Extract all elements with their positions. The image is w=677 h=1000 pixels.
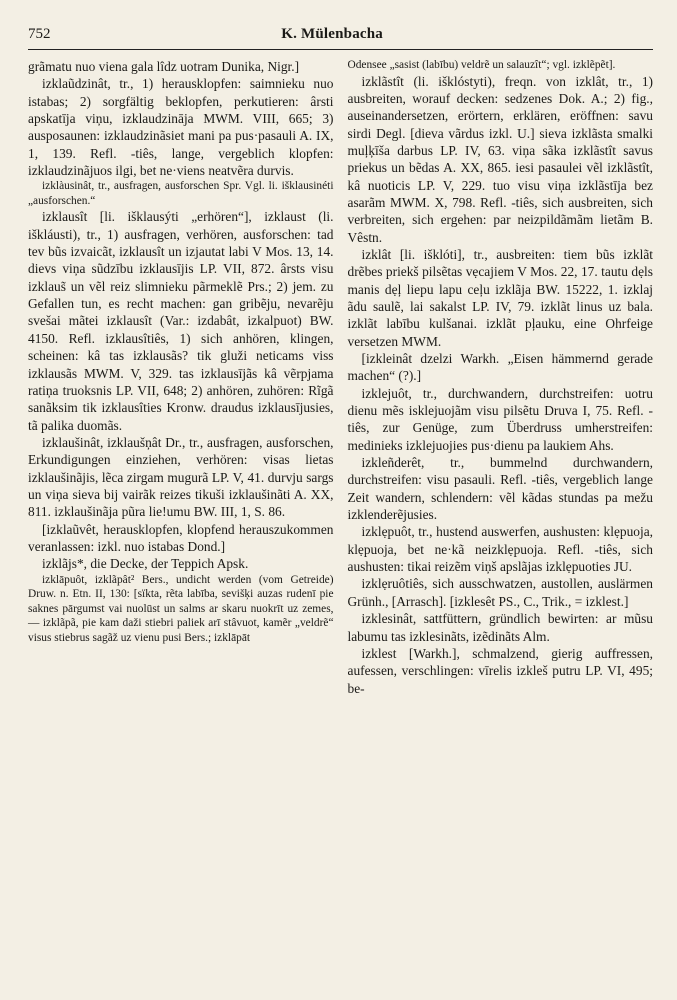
dictionary-entry: izklẹruôtiês, sich ausschwatzen, austollen, auslärmen Grünh., [Arrasch]. [izklesêt PS., C., Trik., = izklest.] bbox=[347, 576, 653, 609]
dictionary-entry: izklãjs*, die Decke, der Teppich Apsk. bbox=[42, 556, 249, 572]
entry-continuation: grãmatu nuo viena gala lîdz uotram Dunika, Nigr.] bbox=[28, 59, 300, 74]
right-column bbox=[348, 58, 654, 697]
dictionary-entry: izklejuôt, tr., durchwandern, durchstreifen: uotru dienu mẽs isklejuojãm visu pilsẽtu Druva I, 75. Refl. -tiês, zur Genüge, zum Überdruss umherstreifen: medinieks izklejuojies pus·dienu pa laukiem Ahs. bbox=[347, 385, 653, 453]
dictionary-entry: izklesinât, sattfüttern, gründlich bewirten: ar mũsu labumu tas izklesinãts, izẽdinãts Alm. bbox=[347, 611, 653, 644]
dictionary-entry: izklausît [li. išklausýti „erhören“], izklaust (li. iškláusti), tr., 1) ausfragen, verhören, ausforschen: tad tev bũs izvaicãt, izklausît un izjautat labi V Mos. 13, 14. dievs viņa sũdzību izklausījis LP. VII, 872. ârsts visu izklaus̃ un vẽl reiz slimnieku pãrmeklẽ Prs.; 2) jem. zu Gefallen tun, es recht machen: gan gribẽju, nevarẽju svešai mãtei izklausît (Var.: izdabât, izkalpuot) BW. 4150. Refl. izklausîtiês, 1) sich anhören, klingen, scheinen: kâ tas izklausãs? tik gluži neticams viss izklausãs MWM. V, 329. tas izklausījãs kâ vẽrpjama ratiņa truoksnis LP. VII, 648; 2) anhören, zuhören: Rĩgã sanãksim tik izklausîties Kronw. draudus izklausījusies, tã palika duomãs. bbox=[28, 209, 334, 433]
two-column-body bbox=[28, 58, 653, 697]
dictionary-entry: izklāpuôt, izklãpât² Bers., undicht werden (vom Getreide) Druw. n. Etn. II, 130: [sïkta, rẽta labība, sevišķi auzas rudenī pie saknes pārgumst vai nuolūst un salms ar skaru nuokrīt uz zemes, — izklãpã, pie kam daži stiebri paliek arī stâvuot, kamẽr „veldrẽ“ visus stiebrus sagãž uz vienu pusi Bers.; izklāpāt bbox=[28, 573, 334, 644]
dictionary-entry: izklàusinât, tr., ausfragen, ausforschen Spr. Vgl. li. išklausinéti „ausforschen.“ bbox=[28, 180, 334, 207]
left-column bbox=[28, 58, 334, 697]
dictionary-entry: izkleñderêt, tr., bummelnd durchwandern, durchstreifen: visu pasauli. Refl. -tiês, vergeblich lange Zeit wandern, schlendern: vẽl kãdas stundas pa mežu izklenderẽjusies. bbox=[347, 455, 653, 523]
dictionary-entry: izklaũdzinât, tr., 1) herausklopfen: saimnieku nuo istabas; 2) sorgfältig beklopfen, perkutieren: ârsti apskatīja viņu, izklaudzināja MWM. VIII, 665; 3) ausposaunen: izklaudzinãsiet mani pa pus·pasauli A. IX, 1, 139. Refl. -tiês, lange, vergeblich klopfen: izklaudzinãjuos ilgi, bet ne·viens neatvẽra durvis. bbox=[28, 76, 334, 179]
dictionary-entry: izklest [Warkh.], schmalzend, gierig auffressen, aufessen, verschlingen: vīrelis izkleš putru LP. VI, 495; be- bbox=[347, 645, 653, 696]
dictionary-entry: [izklaũvêt, herausklopfen, klopfend herauszukommen veranlassen: izkl. nuo istabas Dond.] bbox=[28, 521, 334, 554]
dictionary-entry: izklãstît (li. išklóstyti), freqn. von izklât, tr., 1) ausbreiten, worauf decken: sedzenes Dok. A.; 2) fig., auseinandersetzen, erörtern, erklären, eröffnen: savu sirdi Degl. [dieva vãrdus izkl. U.] sieva izklãsta smalki muļķīša darbus LP. IV, 63. viņa sãka izklãstît savus priekus un bẽdas A. XX, 865. iesi pasaulei vẽl izklãstît, kâ nuoticis LP. V, 229. tuo visu viņa izklãstīja bez asarãm MWM. X, 798. Refl. -tiês, sich ausbreiten, sich verbreiten, sich ergehen: par neizpildãmãm lietãm B. Vêstn. bbox=[347, 73, 653, 245]
header-rule bbox=[28, 49, 653, 50]
page-header bbox=[28, 26, 653, 43]
dictionary-entry: [izkleinât dzelzi Warkh. „Eisen hämmernd gerade machen“ (?).] bbox=[347, 351, 653, 384]
dictionary-entry: izklaušinât, izklaušņât Dr., tr., ausfragen, ausforschen, Erkundigungen einziehen, verhören: visas lietas izklaušinãjis, lẽca zirgam mugurã LP. V, 41. durvju sargs un viņa sieva bij vairãk reizes tikuši izklaušinãti A. XX, 811. izklaušinãja pũra lie!umu BW. III, 1, S. 86. bbox=[28, 434, 334, 520]
dictionary-entry: izklât [li. išklóti], tr., ausbreiten: tiem bũs izklãt drẽbes priekš pilsẽtas vẹcajiem V Mos. 22, 17. tautu dẹls manis dẹļ liepu lapu ceļu izklãja BW. 15222, 1. izklaj ãdu saulẽ, lai sakalst LP. IV, 79. izklãt linus uz bala. izklãt labību kulšanai. izklãt pļauku, eine Ohrfeige versetzen MWM. bbox=[347, 246, 653, 349]
running-head: K. Mülenbacha bbox=[281, 26, 383, 42]
entry-continuation: Odensee „sasist (labību) veldrẽ un salauzît“; vgl. izklẽpẽt]. bbox=[347, 59, 616, 71]
dictionary-entry: izklẹpuôt, tr., hustend auswerfen, aushusten: klẹpuoja, klẹpuoja, bet ne·kã neizklẹpuoja. Refl. -tiês, sich aushusten: tikai reizẽm viņš apslãjas izklẹpuoties JU. bbox=[347, 524, 653, 575]
page-number: 752 bbox=[28, 26, 51, 42]
